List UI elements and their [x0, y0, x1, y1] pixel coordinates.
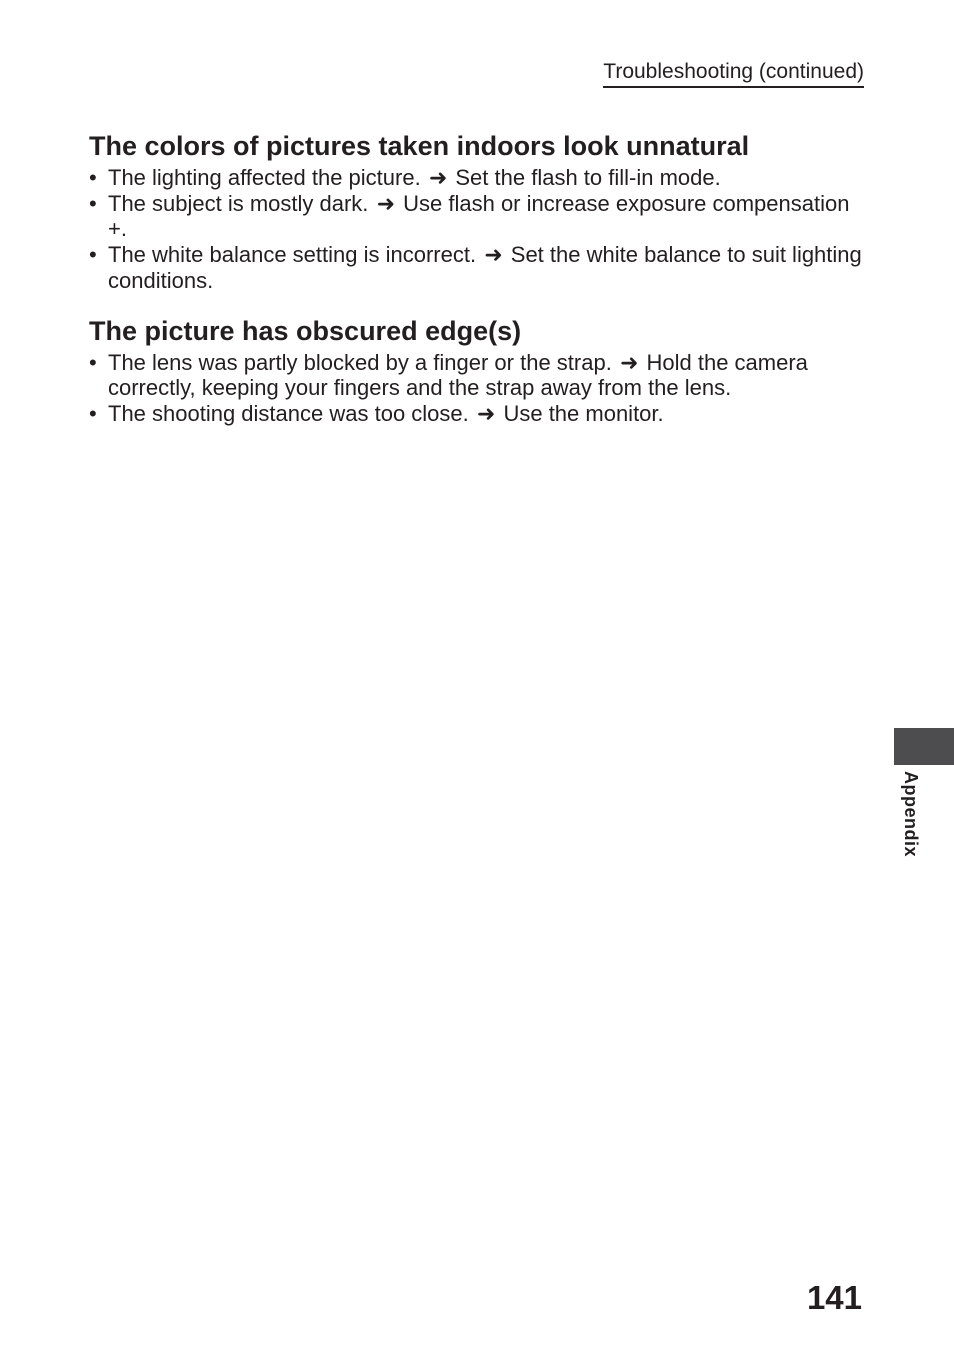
bullet-icon: • — [89, 400, 97, 426]
remedy-text: Set the white balance to suit lighting conditions. — [108, 242, 862, 293]
arrow-right-icon: ➜ — [476, 400, 496, 426]
bullet-icon: • — [89, 242, 97, 268]
cause-text: The subject is mostly dark. — [108, 190, 369, 216]
appendix-tab-marker — [894, 728, 954, 765]
cause-text: The lens was partly blocked by a finger or the strap. — [108, 349, 612, 375]
bullet-icon: • — [89, 165, 97, 190]
bullet-list — [89, 350, 869, 427]
section-indoor-colors — [89, 128, 869, 294]
bullet-icon: • — [89, 349, 97, 375]
appendix-tab-label: Appendix — [901, 771, 921, 858]
remedy-text: Hold the camera correctly, keeping your fingers and the strap away from the lens. — [108, 349, 808, 401]
list-item — [89, 242, 869, 293]
cause-text: The lighting affected the picture. — [108, 165, 421, 190]
list-item — [89, 165, 869, 191]
section-obscured-edges — [89, 313, 869, 427]
list-item — [89, 401, 869, 427]
list-item — [89, 191, 869, 242]
section-title: The picture has obscured edge(s) — [89, 315, 522, 346]
arrow-right-icon: ➜ — [484, 242, 503, 268]
page-number: 141 — [806, 1279, 862, 1316]
remedy-text: Use the monitor. — [503, 400, 664, 426]
arrow-right-icon: ➜ — [428, 165, 448, 190]
cause-text: The shooting distance was too close. — [108, 400, 469, 426]
arrow-right-icon: ➜ — [619, 349, 639, 375]
section-title: The colors of pictures taken indoors look unnatural — [89, 131, 750, 161]
remedy-text: Use flash or increase exposure compensation +. — [108, 190, 850, 242]
page-content — [89, 128, 869, 427]
cause-text: The white balance setting is incorrect. — [108, 242, 477, 268]
arrow-right-icon: ➜ — [376, 190, 395, 216]
list-item — [89, 350, 869, 401]
bullet-list — [89, 165, 869, 294]
bullet-icon: • — [89, 190, 97, 216]
remedy-text: Set the flash to fill-in mode. — [455, 165, 721, 190]
running-header: Troubleshooting (continued) — [603, 59, 864, 88]
